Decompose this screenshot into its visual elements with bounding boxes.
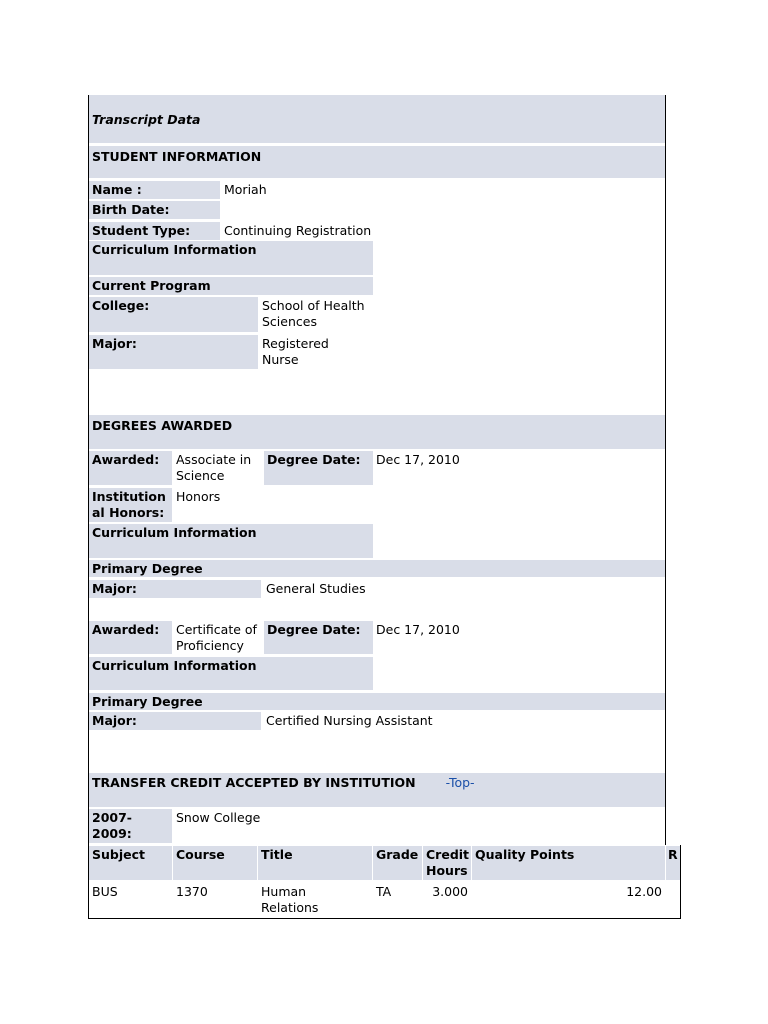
- column-header-subject: Subject: [89, 846, 172, 880]
- curriculum-info-heading: Curriculum Information: [89, 241, 373, 275]
- transfer-period-label: 2007-2009:: [89, 809, 172, 843]
- primary-degree-label-1: Primary Degree: [89, 560, 665, 577]
- bottom-border: [88, 918, 681, 919]
- cell-quality-points: 12.00: [626, 884, 662, 899]
- column-header-title: Title: [258, 846, 372, 880]
- major-label-1: Major:: [89, 580, 261, 598]
- student-info-heading: STUDENT INFORMATION: [89, 146, 665, 178]
- degree-date-value: Dec 17, 2010: [376, 452, 460, 467]
- cell-course: 1370: [176, 884, 208, 899]
- degree-date-label-2: Degree Date:: [264, 621, 373, 654]
- column-header-quality-points: Quality Points: [472, 846, 665, 880]
- institutional-honors-value: Honors: [176, 489, 221, 504]
- curriculum-info-heading-2: Curriculum Information: [89, 657, 373, 690]
- page-title-bar: [89, 95, 665, 143]
- column-header-r: R: [666, 846, 680, 880]
- degrees-heading: DEGREES AWARDED: [89, 415, 665, 449]
- column-header-grade: Grade: [373, 846, 422, 880]
- birth-date-label: Birth Date:: [89, 201, 220, 219]
- degree-date-label: Degree Date:: [264, 451, 373, 485]
- cell-title: Human Relations: [261, 884, 319, 915]
- institutional-honors-label: Institutional Honors:: [89, 488, 172, 522]
- student-type-value: Continuing Registration: [224, 223, 372, 238]
- curriculum-info-heading-1: Curriculum Information: [89, 524, 373, 558]
- column-header-credit-hours: Credit Hours: [423, 846, 471, 880]
- awarded-label: Awarded:: [89, 451, 172, 485]
- top-link[interactable]: -Top-: [445, 775, 475, 790]
- cell-grade: TA: [376, 884, 392, 899]
- college-value: School of Health Sciences: [262, 298, 365, 329]
- cell-credit-hours: 3.000: [432, 884, 468, 899]
- student-type-label: Student Type:: [89, 222, 220, 240]
- birth-date-value: [221, 201, 421, 219]
- name-label: Name :: [89, 181, 220, 199]
- primary-degree-label-2: Primary Degree: [89, 693, 665, 710]
- major-label: Major:: [89, 335, 258, 369]
- table-right-border: [680, 845, 681, 919]
- transfer-credit-heading: TRANSFER CREDIT ACCEPTED BY INSTITUTION -Top-: [89, 773, 665, 807]
- college-label: College:: [89, 297, 258, 332]
- major-value-2: Certified Nursing Assistant: [266, 713, 433, 728]
- major-value-1: General Studies: [266, 581, 366, 596]
- column-header-course: Course: [173, 846, 257, 880]
- major-value: Registered Nurse: [262, 336, 329, 367]
- current-program-label: Current Program: [89, 277, 373, 295]
- major-label-2: Major:: [89, 712, 261, 730]
- page-title: Transcript Data: [92, 111, 201, 127]
- cell-subject: BUS: [92, 884, 118, 899]
- right-border: [665, 95, 666, 845]
- transfer-institution-value: Snow College: [176, 810, 261, 825]
- awarded-value-2: Certificate of Proficiency: [176, 622, 257, 653]
- name-value: Moriah: [224, 182, 267, 197]
- awarded-value: Associate in Science: [176, 452, 252, 483]
- awarded-label-2: Awarded:: [89, 621, 172, 654]
- degree-date-value-2: Dec 17, 2010: [376, 622, 460, 637]
